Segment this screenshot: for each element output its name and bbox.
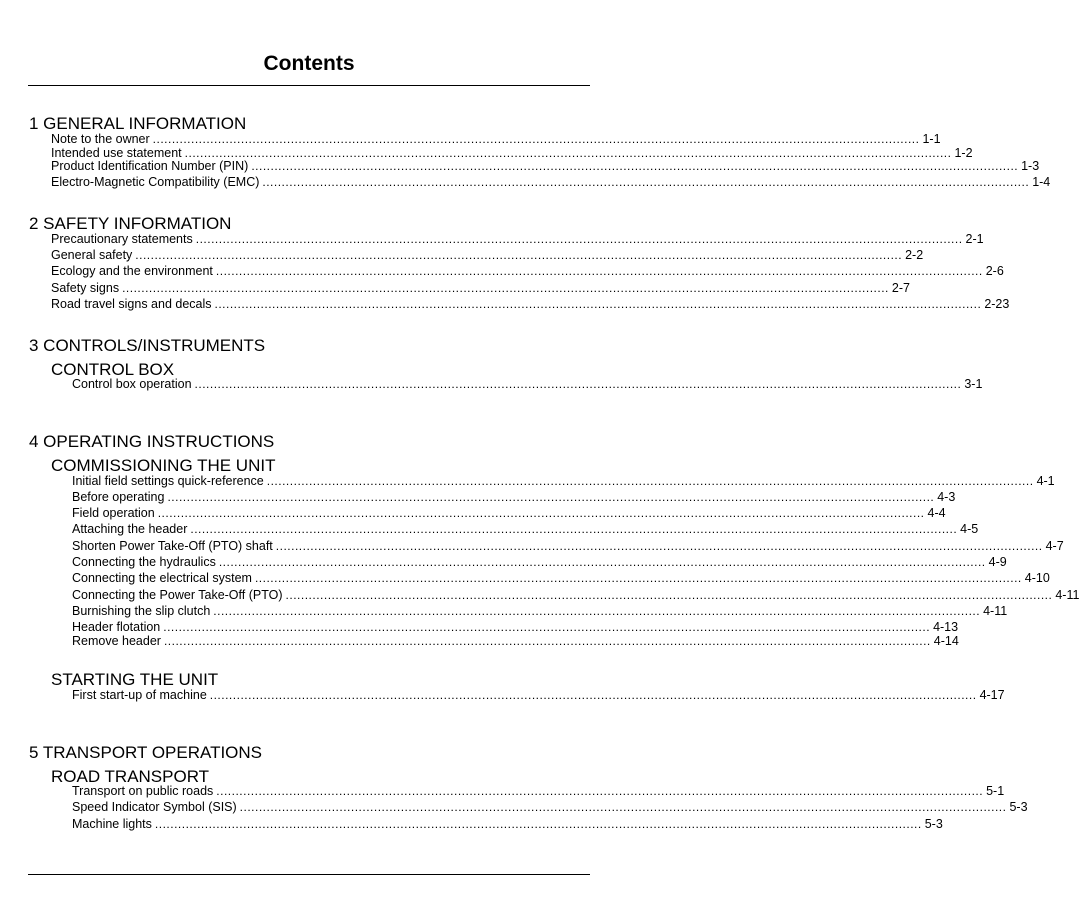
toc-entry[interactable] bbox=[72, 522, 979, 537]
toc-entry[interactable] bbox=[51, 281, 910, 296]
dot-leader: ........................................................................................................................................................................................................ bbox=[194, 377, 962, 391]
toc-entry-page: 5-3 bbox=[1009, 800, 1028, 814]
toc-entry-label: Machine lights bbox=[72, 817, 152, 831]
dot-leader: ........................................................................................................................................................................................................ bbox=[218, 555, 986, 569]
toc-entry-label: Precautionary statements bbox=[51, 232, 193, 246]
toc-entry[interactable] bbox=[72, 784, 1005, 799]
toc-entry-page: 2-6 bbox=[985, 264, 1004, 278]
toc-entry-label: Connecting the Power Take-Off (PTO) bbox=[72, 588, 283, 602]
toc-entry-page: 4-10 bbox=[1024, 571, 1050, 585]
dot-leader: ........................................................................................................................................................................................................ bbox=[209, 688, 977, 702]
section-heading: 4 OPERATING INSTRUCTIONS bbox=[29, 432, 275, 451]
toc-entry[interactable] bbox=[51, 159, 1040, 174]
toc-entry-label: Shorten Power Take-Off (PTO) shaft bbox=[72, 539, 273, 553]
subsection-heading: ROAD TRANSPORT bbox=[51, 767, 210, 786]
toc-entry-label: First start-up of machine bbox=[72, 688, 207, 702]
toc-entry-page: 1-3 bbox=[1021, 159, 1040, 173]
dot-leader: ........................................................................................................................................................................................................ bbox=[184, 146, 952, 160]
toc-entry-label: Connecting the electrical system bbox=[72, 571, 252, 585]
toc-entry-label: General safety bbox=[51, 248, 133, 262]
toc-entry-page: 4-11 bbox=[983, 604, 1008, 618]
toc-entry[interactable] bbox=[72, 474, 1055, 489]
toc-entry-label: Intended use statement bbox=[51, 146, 182, 160]
dot-leader: ........................................................................................................................................................................................................ bbox=[152, 132, 920, 146]
toc-entry-page: 4-4 bbox=[927, 506, 946, 520]
dot-leader: ........................................................................................................................................................................................................ bbox=[195, 232, 963, 246]
toc-entry[interactable] bbox=[72, 506, 946, 521]
dot-leader: ........................................................................................................................................................................................................ bbox=[214, 297, 982, 311]
dot-leader: ........................................................................................................................................................................................................ bbox=[157, 506, 925, 520]
toc-entry[interactable] bbox=[72, 800, 1028, 815]
toc-entry[interactable] bbox=[51, 175, 1051, 190]
toc-entry-page: 4-3 bbox=[937, 490, 956, 504]
toc-entry-page: 2-7 bbox=[891, 281, 910, 295]
toc-entry[interactable] bbox=[72, 634, 959, 649]
toc-entry-page: 4-5 bbox=[960, 522, 979, 536]
dot-leader: ........................................................................................................................................................................................................ bbox=[251, 159, 1019, 173]
section-heading: 5 TRANSPORT OPERATIONS bbox=[29, 743, 263, 762]
toc-entry-page: 4-11 bbox=[1055, 588, 1079, 602]
toc-entry[interactable] bbox=[51, 297, 1010, 312]
toc-entry-page: 3-1 bbox=[964, 377, 983, 391]
toc-entry[interactable] bbox=[51, 264, 1004, 279]
toc-entry-label: Attaching the header bbox=[72, 522, 188, 536]
subsection-heading: CONTROL BOX bbox=[51, 360, 175, 379]
toc-entry-page: 2-2 bbox=[905, 248, 924, 262]
toc-entry[interactable] bbox=[72, 490, 956, 505]
toc-entry-label: Product Identification Number (PIN) bbox=[51, 159, 249, 173]
toc-entry[interactable] bbox=[72, 620, 959, 635]
toc-entry[interactable] bbox=[72, 604, 1008, 619]
toc-entry-label: Transport on public roads bbox=[72, 784, 214, 798]
dot-leader: ........................................................................................................................................................................................................ bbox=[275, 539, 1043, 553]
toc-entry[interactable] bbox=[51, 248, 924, 263]
toc-entry-label: Initial field settings quick-reference bbox=[72, 474, 264, 488]
dot-leader: ........................................................................................................................................................................................................ bbox=[190, 522, 958, 536]
top-rule bbox=[28, 85, 590, 86]
toc-entry-label: Note to the owner bbox=[51, 132, 150, 146]
toc-entry-page: 1-2 bbox=[954, 146, 973, 160]
subsection-heading: COMMISSIONING THE UNIT bbox=[51, 456, 276, 475]
toc-entry-label: Electro-Magnetic Compatibility (EMC) bbox=[51, 175, 260, 189]
toc-entry-label: Safety signs bbox=[51, 281, 120, 295]
toc-entry-page: 5-1 bbox=[986, 784, 1005, 798]
toc-entry[interactable] bbox=[51, 232, 984, 247]
toc-entry-label: Connecting the hydraulics bbox=[72, 555, 216, 569]
toc-entry[interactable] bbox=[72, 688, 1005, 703]
toc-entry-page: 4-13 bbox=[933, 620, 959, 634]
toc-entry-label: Control box operation bbox=[72, 377, 192, 391]
dot-leader: ........................................................................................................................................................................................................ bbox=[122, 281, 889, 295]
toc-entry[interactable] bbox=[72, 571, 1050, 586]
dot-leader: ........................................................................................................................................................................................................ bbox=[239, 800, 1007, 814]
toc-entry-page: 4-1 bbox=[1036, 474, 1055, 488]
toc-entry-label: Field operation bbox=[72, 506, 155, 520]
dot-leader: ........................................................................................................................................................................................................ bbox=[215, 264, 983, 278]
dot-leader: ........................................................................................................................................................................................................ bbox=[163, 620, 931, 634]
toc-entry-label: Before operating bbox=[72, 490, 165, 504]
section-heading: 1 GENERAL INFORMATION bbox=[29, 114, 247, 133]
toc-entry-page: 5-3 bbox=[924, 817, 943, 831]
dot-leader: ........................................................................................................................................................................................................ bbox=[262, 175, 1030, 189]
toc-entry-label: Burnishing the slip clutch bbox=[72, 604, 211, 618]
toc-entry[interactable] bbox=[72, 539, 1064, 554]
toc-entry-label: Road travel signs and decals bbox=[51, 297, 212, 311]
toc-entry-label: Speed Indicator Symbol (SIS) bbox=[72, 800, 237, 814]
toc-entry-label: Ecology and the environment bbox=[51, 264, 213, 278]
subsection-heading: STARTING THE UNIT bbox=[51, 670, 219, 689]
dot-leader: ........................................................................................................................................................................................................ bbox=[163, 634, 931, 648]
toc-entry-page: 1-4 bbox=[1032, 175, 1051, 189]
bottom-rule bbox=[28, 874, 590, 875]
dot-leader: ........................................................................................................................................................................................................ bbox=[254, 571, 1022, 585]
toc-entry-page: 4-17 bbox=[979, 688, 1005, 702]
toc-entry-label: Header flotation bbox=[72, 620, 161, 634]
toc-entry-page: 2-23 bbox=[984, 297, 1010, 311]
dot-leader: ........................................................................................................................................................................................................ bbox=[135, 248, 903, 262]
dot-leader: ........................................................................................................................................................................................................ bbox=[167, 490, 935, 504]
toc-entry-page: 1-1 bbox=[922, 132, 941, 146]
dot-leader: ........................................................................................................................................................................................................ bbox=[285, 588, 1053, 602]
toc-entry-page: 2-1 bbox=[965, 232, 984, 246]
toc-entry[interactable] bbox=[72, 377, 983, 392]
toc-entry-label: Remove header bbox=[72, 634, 161, 648]
section-heading: 3 CONTROLS/INSTRUMENTS bbox=[29, 336, 266, 355]
dot-leader: ........................................................................................................................................................................................................ bbox=[154, 817, 922, 831]
section-heading: 2 SAFETY INFORMATION bbox=[29, 214, 232, 233]
toc-entry[interactable] bbox=[72, 817, 943, 832]
dot-leader: ........................................................................................................................................................................................................ bbox=[266, 474, 1034, 488]
toc-entry-page: 4-9 bbox=[988, 555, 1007, 569]
toc-entry-page: 4-14 bbox=[933, 634, 959, 648]
page-title: Contents bbox=[263, 52, 355, 75]
dot-leader: ........................................................................................................................................................................................................ bbox=[213, 604, 981, 618]
toc-entry[interactable] bbox=[51, 132, 941, 147]
dot-leader: ........................................................................................................................................................................................................ bbox=[216, 784, 984, 798]
toc-entry-page: 4-7 bbox=[1045, 539, 1064, 553]
toc-entry[interactable] bbox=[72, 588, 1079, 603]
toc-entry[interactable] bbox=[72, 555, 1007, 570]
